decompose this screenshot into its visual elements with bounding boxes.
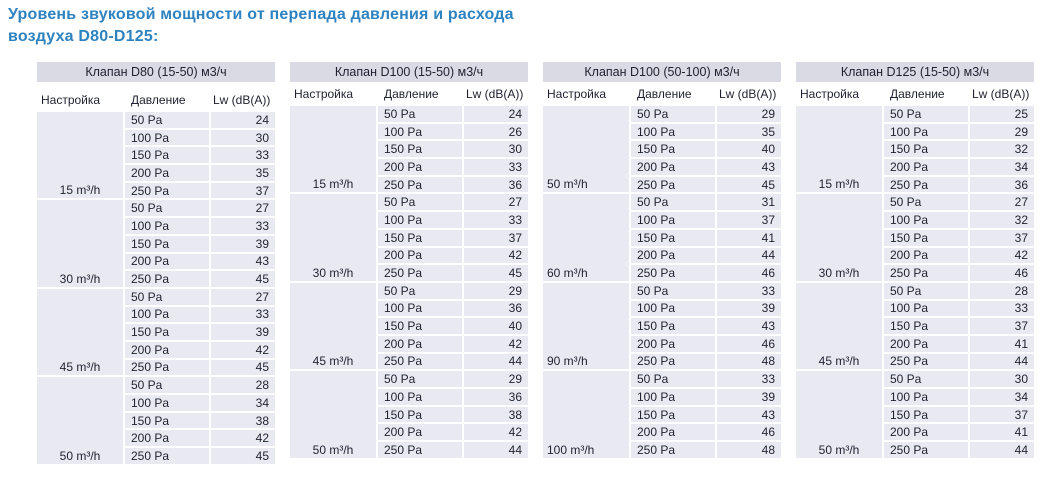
lw-value-cell: 24 <box>211 112 275 128</box>
pressure-cell: 100 Pa <box>378 212 462 228</box>
table-header-row <box>37 90 275 110</box>
lw-value-cell: 48 <box>717 442 781 458</box>
lw-value-cell: 27 <box>211 289 275 305</box>
pressure-cell: 250 Pa <box>631 265 715 281</box>
flow-setting-cell: 45 m³/h <box>37 289 123 375</box>
lw-value-cell: 30 <box>464 141 528 157</box>
pressure-cell: 50 Pa <box>884 371 968 387</box>
pressure-cell: 200 Pa <box>125 430 209 446</box>
lw-value-cell: 31 <box>717 194 781 210</box>
table-body <box>543 106 781 458</box>
lw-value-cell: 45 <box>211 360 275 376</box>
lw-value-cell: 27 <box>970 194 1034 210</box>
lw-value-cell: 45 <box>211 448 275 464</box>
lw-value-cell: 33 <box>211 218 275 234</box>
lw-value-cell: 45 <box>717 177 781 193</box>
pressure-cell: 50 Pa <box>378 106 462 122</box>
pressure-cell: 100 Pa <box>631 389 715 405</box>
lw-value-cell: 29 <box>464 371 528 387</box>
page-title-line-1: Уровень звуковой мощности от перепада давления и расхода <box>8 6 514 23</box>
lw-value-cell: 44 <box>970 442 1034 458</box>
lw-value-cell: 33 <box>211 147 275 163</box>
lw-value-cell: 41 <box>970 336 1034 352</box>
pressure-cell: 250 Pa <box>631 442 715 458</box>
lw-value-cell: 41 <box>970 424 1034 440</box>
pressure-cell: 200 Pa <box>125 165 209 181</box>
lw-value-cell: 30 <box>211 130 275 146</box>
pressure-cell: 150 Pa <box>884 407 968 423</box>
pressure-cell: 200 Pa <box>884 336 968 352</box>
lw-value-cell: 35 <box>717 124 781 140</box>
table-header-row <box>796 84 1034 104</box>
pressure-cell: 50 Pa <box>631 283 715 299</box>
pressure-cell: 50 Pa <box>378 371 462 387</box>
pressure-cell: 100 Pa <box>378 301 462 317</box>
lw-value-cell: 48 <box>717 354 781 370</box>
pressure-cell: 50 Pa <box>884 283 968 299</box>
page-title <box>8 4 514 48</box>
pressure-cell: 150 Pa <box>125 236 209 252</box>
flow-setting-cell: 45 m³/h <box>796 283 882 369</box>
lw-value-cell: 42 <box>211 342 275 358</box>
lw-value-cell: 40 <box>717 141 781 157</box>
pressure-cell: 250 Pa <box>125 448 209 464</box>
lw-value-cell: 32 <box>970 141 1034 157</box>
pressure-cell: 150 Pa <box>884 230 968 246</box>
pressure-cell: 250 Pa <box>125 360 209 376</box>
lw-value-cell: 39 <box>211 324 275 340</box>
pressure-cell: 100 Pa <box>125 130 209 146</box>
flow-setting-cell: 50 m³/h <box>796 371 882 457</box>
lw-value-cell: 45 <box>464 265 528 281</box>
pressure-cell: 250 Pa <box>378 442 462 458</box>
pressure-cell: 100 Pa <box>631 212 715 228</box>
lw-value-cell: 33 <box>970 301 1034 317</box>
lw-value-cell: 37 <box>717 212 781 228</box>
pressure-cell: 150 Pa <box>884 318 968 334</box>
pressure-cell: 250 Pa <box>884 177 968 193</box>
flow-setting-cell: 60 m³/h <box>543 194 629 280</box>
lw-value-cell: 45 <box>211 271 275 287</box>
pressure-cell: 150 Pa <box>125 324 209 340</box>
pressure-cell: 50 Pa <box>631 194 715 210</box>
lw-value-cell: 24 <box>464 106 528 122</box>
pressure-cell: 100 Pa <box>884 389 968 405</box>
lw-value-cell: 39 <box>717 301 781 317</box>
flow-setting-cell: 15 m³/h <box>290 106 376 192</box>
pressure-cell: 150 Pa <box>378 407 462 423</box>
pressure-cell: 50 Pa <box>631 106 715 122</box>
column-header-pressure: Давление <box>890 87 945 101</box>
table-header-row <box>543 84 781 104</box>
column-header-pressure: Давление <box>384 87 439 101</box>
table-body <box>290 106 528 458</box>
lw-value-cell: 37 <box>970 318 1034 334</box>
lw-value-cell: 36 <box>464 301 528 317</box>
pressure-cell: 150 Pa <box>378 141 462 157</box>
lw-value-cell: 27 <box>211 200 275 216</box>
valve-table-d125-15-50 <box>796 62 1034 464</box>
table-title: Клапан D125 (15-50) м3/ч <box>796 62 1034 82</box>
lw-value-cell: 34 <box>970 159 1034 175</box>
lw-value-cell: 42 <box>464 248 528 264</box>
lw-value-cell: 26 <box>464 124 528 140</box>
lw-value-cell: 38 <box>464 407 528 423</box>
flow-setting-cell: 30 m³/h <box>290 194 376 280</box>
column-header-setting: Настройка <box>547 87 607 101</box>
lw-value-cell: 37 <box>464 230 528 246</box>
lw-value-cell: 46 <box>717 265 781 281</box>
pressure-cell: 250 Pa <box>884 265 968 281</box>
lw-value-cell: 25 <box>970 106 1034 122</box>
lw-value-cell: 27 <box>464 194 528 210</box>
valve-table-d100-50-100 <box>543 62 781 464</box>
pressure-cell: 250 Pa <box>884 442 968 458</box>
pressure-cell: 100 Pa <box>884 124 968 140</box>
flow-setting-cell: 30 m³/h <box>37 200 123 286</box>
table-body <box>37 112 275 464</box>
lw-value-cell: 43 <box>717 318 781 334</box>
lw-value-cell: 42 <box>464 336 528 352</box>
divider <box>37 82 275 90</box>
flow-setting-cell: 50 m³/h <box>290 371 376 457</box>
pressure-cell: 250 Pa <box>884 354 968 370</box>
lw-value-cell: 37 <box>970 230 1034 246</box>
pressure-cell: 100 Pa <box>884 301 968 317</box>
lw-value-cell: 42 <box>211 430 275 446</box>
pressure-cell: 150 Pa <box>125 147 209 163</box>
lw-value-cell: 30 <box>970 371 1034 387</box>
lw-value-cell: 42 <box>464 424 528 440</box>
pressure-cell: 150 Pa <box>125 413 209 429</box>
column-header-setting: Настройка <box>41 93 101 107</box>
pressure-cell: 200 Pa <box>631 248 715 264</box>
flow-setting-cell: 50 m³/h <box>37 377 123 463</box>
pressure-cell: 150 Pa <box>631 318 715 334</box>
pressure-cell: 200 Pa <box>378 248 462 264</box>
pressure-cell: 200 Pa <box>884 248 968 264</box>
lw-value-cell: 46 <box>717 424 781 440</box>
pressure-cell: 200 Pa <box>631 424 715 440</box>
lw-value-cell: 33 <box>717 371 781 387</box>
pressure-cell: 100 Pa <box>125 218 209 234</box>
lw-value-cell: 28 <box>211 377 275 393</box>
lw-value-cell: 43 <box>211 254 275 270</box>
lw-value-cell: 36 <box>464 389 528 405</box>
valve-table-d100-15-50 <box>290 62 528 464</box>
pressure-cell: 50 Pa <box>125 377 209 393</box>
pressure-cell: 200 Pa <box>378 424 462 440</box>
pressure-cell: 200 Pa <box>378 336 462 352</box>
pressure-cell: 200 Pa <box>631 336 715 352</box>
pressure-cell: 50 Pa <box>378 283 462 299</box>
pressure-cell: 50 Pa <box>125 200 209 216</box>
lw-value-cell: 33 <box>717 283 781 299</box>
lw-value-cell: 29 <box>970 124 1034 140</box>
flow-setting-cell: 50 m³/h <box>543 106 629 192</box>
pressure-cell: 100 Pa <box>125 395 209 411</box>
column-header-setting: Настройка <box>800 87 860 101</box>
pressure-cell: 150 Pa <box>378 230 462 246</box>
lw-value-cell: 33 <box>211 307 275 323</box>
pressure-cell: 150 Pa <box>631 141 715 157</box>
pressure-cell: 50 Pa <box>125 289 209 305</box>
page-title-line-2: воздуха D80-D125: <box>8 28 159 45</box>
table-body <box>796 106 1034 458</box>
pressure-cell: 100 Pa <box>631 124 715 140</box>
pressure-cell: 50 Pa <box>884 194 968 210</box>
lw-value-cell: 33 <box>464 159 528 175</box>
lw-value-cell: 38 <box>211 413 275 429</box>
flow-setting-cell: 90 m³/h <box>543 283 629 369</box>
pressure-cell: 50 Pa <box>631 371 715 387</box>
pressure-cell: 100 Pa <box>631 301 715 317</box>
column-header-lw: Lw (dB(A)) <box>213 93 271 107</box>
flow-setting-cell: 15 m³/h <box>796 106 882 192</box>
pressure-cell: 50 Pa <box>884 106 968 122</box>
pressure-cell: 150 Pa <box>631 230 715 246</box>
lw-value-cell: 42 <box>970 248 1034 264</box>
lw-value-cell: 37 <box>970 407 1034 423</box>
lw-value-cell: 34 <box>211 395 275 411</box>
column-header-lw: Lw (dB(A)) <box>719 87 777 101</box>
lw-value-cell: 46 <box>970 265 1034 281</box>
pressure-cell: 200 Pa <box>125 254 209 270</box>
lw-value-cell: 44 <box>717 248 781 264</box>
flow-setting-cell: 15 m³/h <box>37 112 123 198</box>
pressure-cell: 250 Pa <box>125 271 209 287</box>
table-title: Клапан D100 (50-100) м3/ч <box>543 62 781 82</box>
column-header-lw: Lw (dB(A)) <box>972 87 1030 101</box>
lw-value-cell: 36 <box>464 177 528 193</box>
lw-value-cell: 39 <box>717 389 781 405</box>
pressure-cell: 250 Pa <box>631 354 715 370</box>
lw-value-cell: 41 <box>717 230 781 246</box>
pressure-cell: 200 Pa <box>884 424 968 440</box>
lw-value-cell: 43 <box>717 407 781 423</box>
pressure-cell: 250 Pa <box>378 177 462 193</box>
pressure-cell: 200 Pa <box>125 342 209 358</box>
pressure-cell: 100 Pa <box>378 124 462 140</box>
pressure-cell: 150 Pa <box>884 141 968 157</box>
lw-value-cell: 44 <box>464 354 528 370</box>
lw-value-cell: 33 <box>464 212 528 228</box>
table-header-row <box>290 84 528 104</box>
lw-value-cell: 29 <box>464 283 528 299</box>
column-header-setting: Настройка <box>294 87 354 101</box>
lw-value-cell: 32 <box>970 212 1034 228</box>
pressure-cell: 150 Pa <box>631 407 715 423</box>
lw-value-cell: 34 <box>970 389 1034 405</box>
table-title: Клапан D80 (15-50) м3/ч <box>37 62 275 82</box>
column-header-pressure: Давление <box>131 93 186 107</box>
tables-row <box>37 62 1034 464</box>
lw-value-cell: 40 <box>464 318 528 334</box>
pressure-cell: 250 Pa <box>378 354 462 370</box>
lw-value-cell: 37 <box>211 183 275 199</box>
pressure-cell: 200 Pa <box>378 159 462 175</box>
lw-value-cell: 28 <box>970 283 1034 299</box>
column-header-lw: Lw (dB(A)) <box>466 87 524 101</box>
pressure-cell: 200 Pa <box>884 159 968 175</box>
lw-value-cell: 36 <box>970 177 1034 193</box>
pressure-cell: 250 Pa <box>125 183 209 199</box>
pressure-cell: 250 Pa <box>631 177 715 193</box>
lw-value-cell: 46 <box>717 336 781 352</box>
lw-value-cell: 44 <box>970 354 1034 370</box>
flow-setting-cell: 30 m³/h <box>796 194 882 280</box>
pressure-cell: 50 Pa <box>378 194 462 210</box>
lw-value-cell: 44 <box>464 442 528 458</box>
pressure-cell: 100 Pa <box>884 212 968 228</box>
lw-value-cell: 29 <box>717 106 781 122</box>
pressure-cell: 50 Pa <box>125 112 209 128</box>
lw-value-cell: 43 <box>717 159 781 175</box>
pressure-cell: 250 Pa <box>378 265 462 281</box>
lw-value-cell: 39 <box>211 236 275 252</box>
pressure-cell: 100 Pa <box>378 389 462 405</box>
pressure-cell: 100 Pa <box>125 307 209 323</box>
lw-value-cell: 35 <box>211 165 275 181</box>
column-header-pressure: Давление <box>637 87 692 101</box>
table-title: Клапан D100 (15-50) м3/ч <box>290 62 528 82</box>
pressure-cell: 200 Pa <box>631 159 715 175</box>
flow-setting-cell: 100 m³/h <box>543 371 629 457</box>
valve-table-d80-15-50 <box>37 62 275 464</box>
pressure-cell: 150 Pa <box>378 318 462 334</box>
flow-setting-cell: 45 m³/h <box>290 283 376 369</box>
